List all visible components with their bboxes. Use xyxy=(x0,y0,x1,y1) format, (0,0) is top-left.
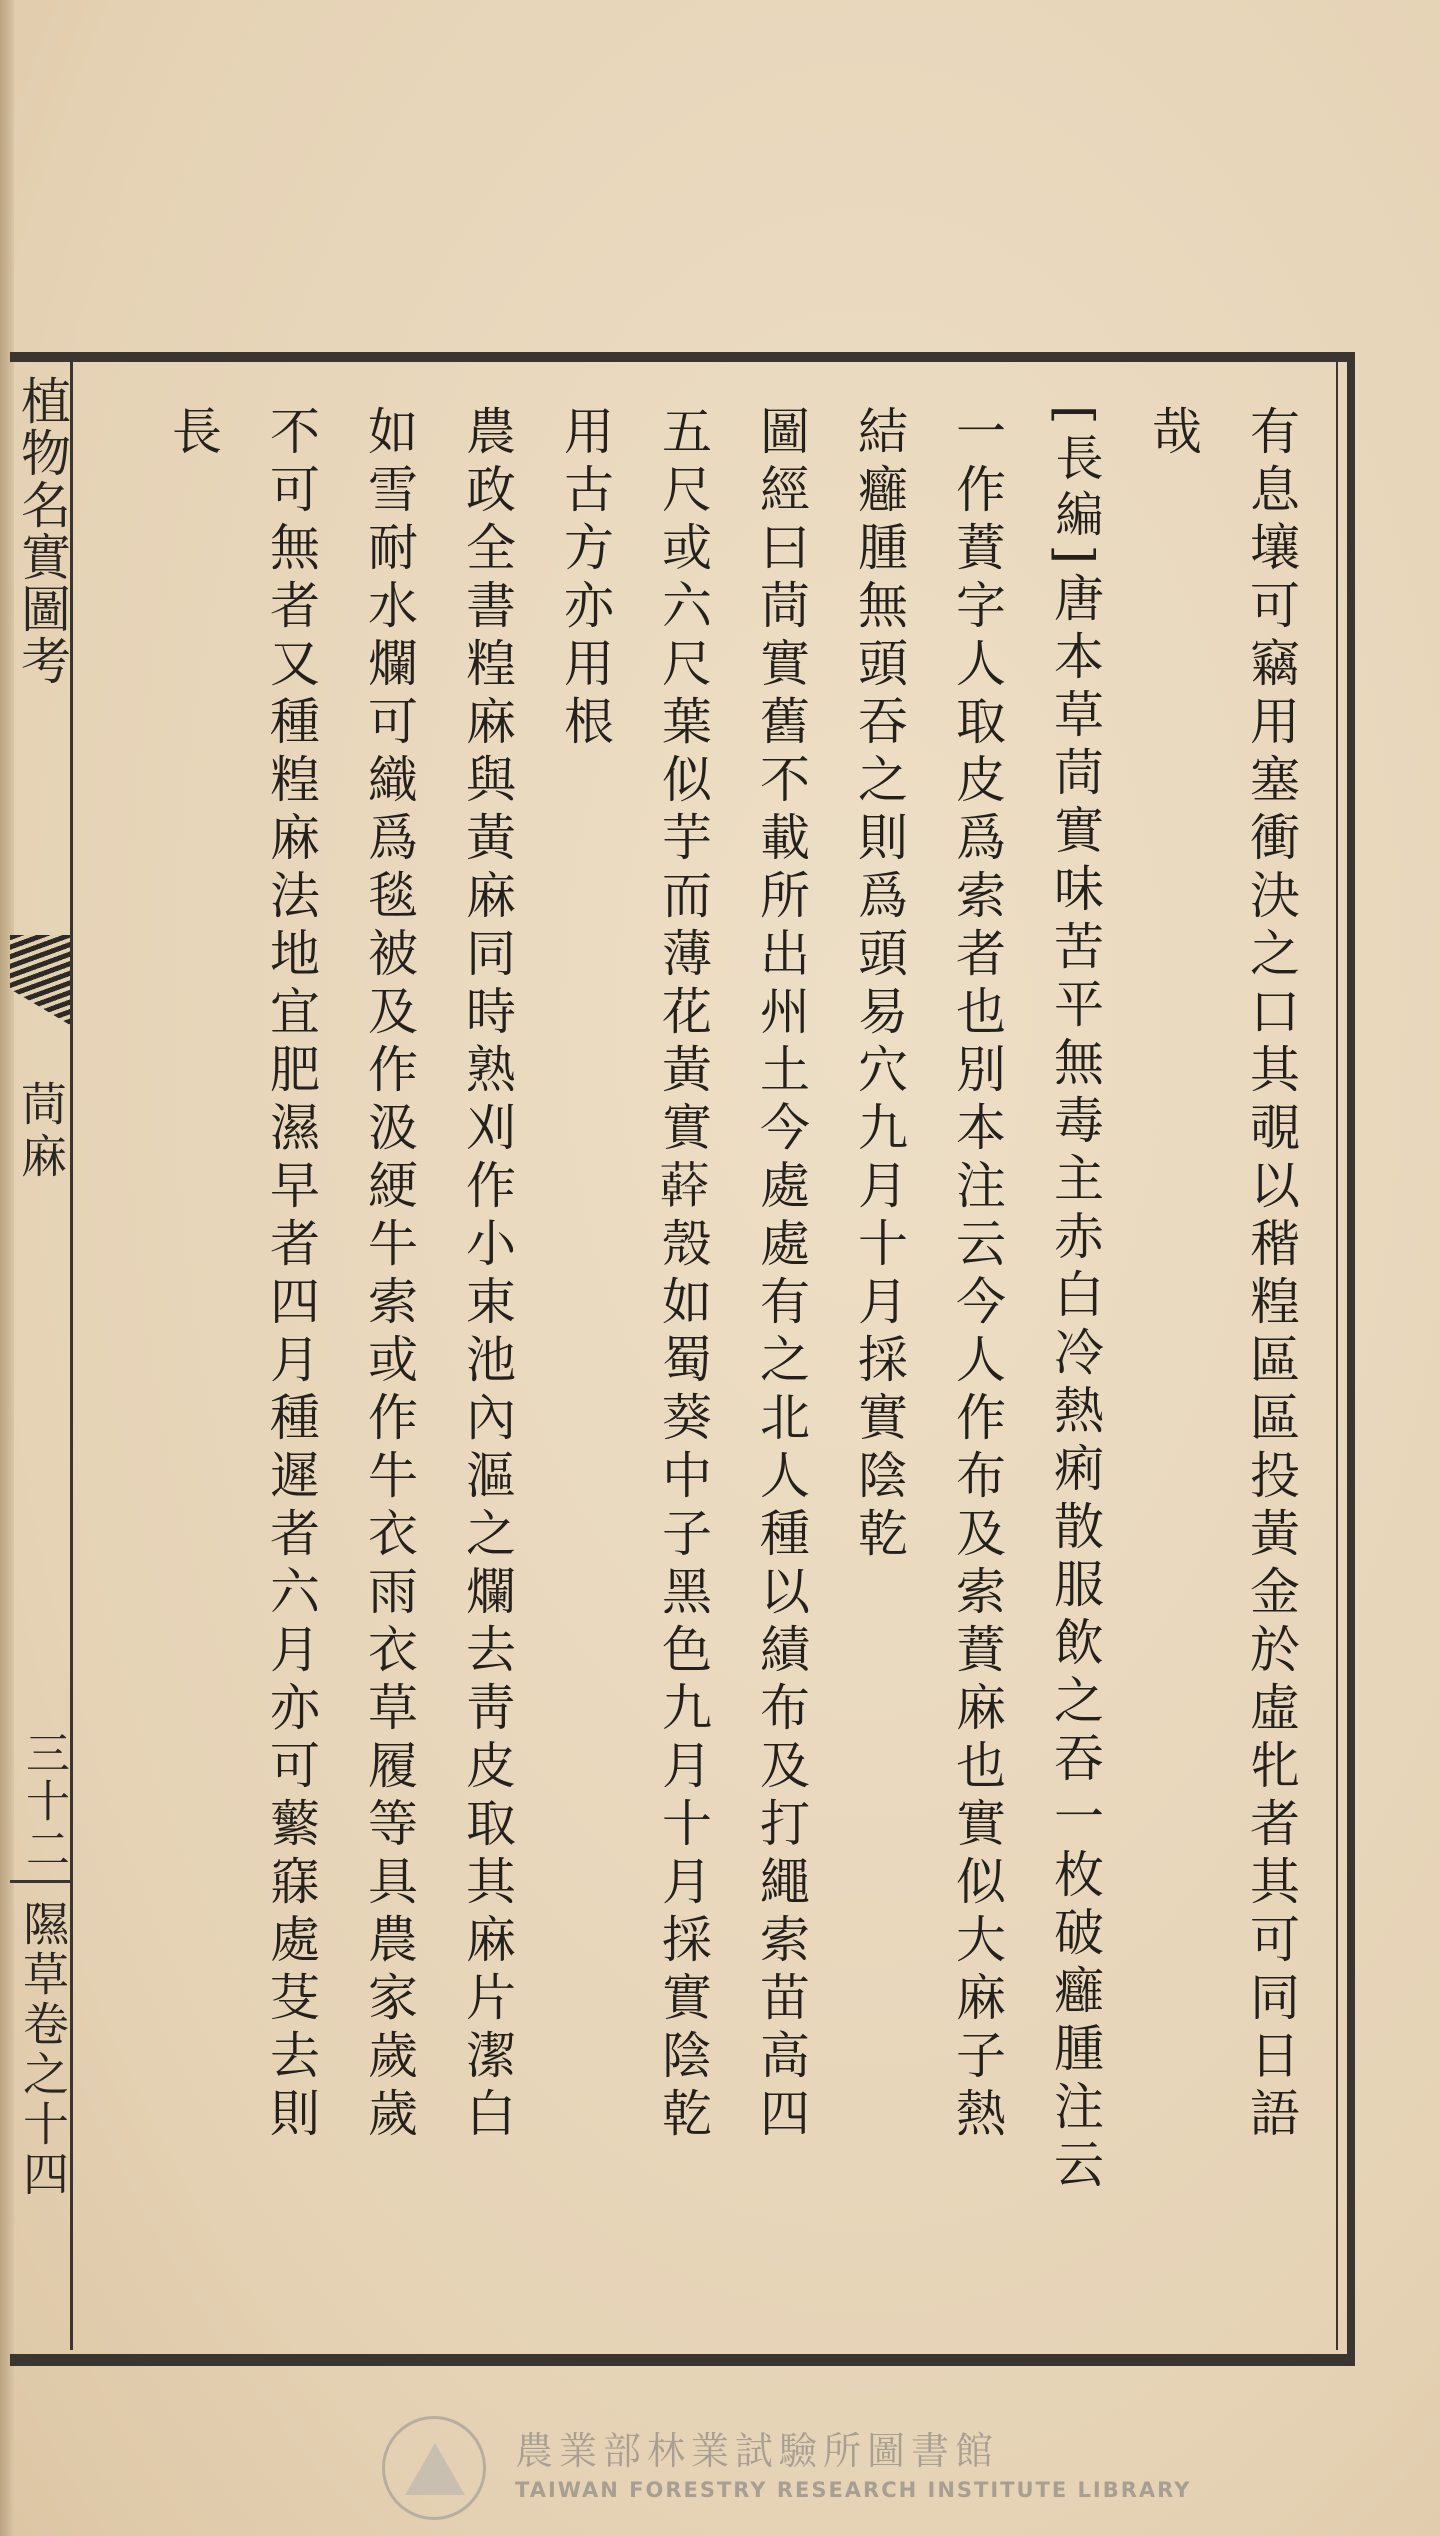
watermark-subtitle: TAIWAN FORESTRY RESEARCH INSTITUTE LIBRARY xyxy=(515,2478,1192,2502)
book-title: 植物名實圖考 xyxy=(13,375,71,687)
text-column: 圖經曰茼實舊不載所出州土今處處有之北人種以績布及打繩索苗高四 xyxy=(752,405,810,2145)
margin-divider xyxy=(10,1880,70,1883)
text-column: 農政全書䊗麻與黃麻同時熟刈作小束池內漚之爛去靑皮取其麻片潔白 xyxy=(458,405,516,2145)
text-column: 一作蕡字人取皮爲索者也別本注云今人作布及索蕡麻也實似大麻子熱 xyxy=(948,405,1006,2145)
text-column: 結癰腫無頭吞之則爲頭易穴九月十月採實陰乾 xyxy=(850,405,908,1565)
text-column: 不可無者又種䊗麻法地宜肥濕早者四月種遲者六月亦可蘩𥧌處芟去則 xyxy=(262,405,320,2145)
text-column: 五尺或六尺葉似芋而薄花黃實𦼮殼如蜀葵中子黑色九月十月採實陰乾 xyxy=(654,405,712,2145)
text-column: 如雪耐水爛可織爲毯被及作汲綆牛索或作牛衣雨衣草履等具農家歲歲 xyxy=(360,405,418,2145)
text-column: 哉 xyxy=(1144,405,1202,463)
section-label: 長編 xyxy=(1047,432,1103,545)
volume-label: 隰草卷之十四 xyxy=(16,1900,70,2200)
main-text xyxy=(90,405,1320,2340)
text-column-content: 唐本草茼實味苦平無毒主赤白冷熱痢散服飲之吞一枚破癰腫注云 xyxy=(1046,572,1104,2197)
section-title: 茼麻 xyxy=(14,1080,68,1184)
library-seal-icon xyxy=(382,2416,486,2520)
text-column: 有息壤可竊用塞衝決之口其覗以稭䊗區區投黃金於虛牝者其可同日語 xyxy=(1242,405,1300,2145)
text-column: 長 xyxy=(164,405,222,463)
page-number: 三十二 xyxy=(18,1730,69,1874)
watermark-title: 農業部林業試驗所圖書館 xyxy=(515,2429,1000,2473)
text-column: [長編]唐本草茼實味苦平無毒主赤白冷熱痢散服飲之吞一枚破癰腫注云 xyxy=(1046,405,1104,2197)
text-column: 用古方亦用根 xyxy=(556,405,614,753)
